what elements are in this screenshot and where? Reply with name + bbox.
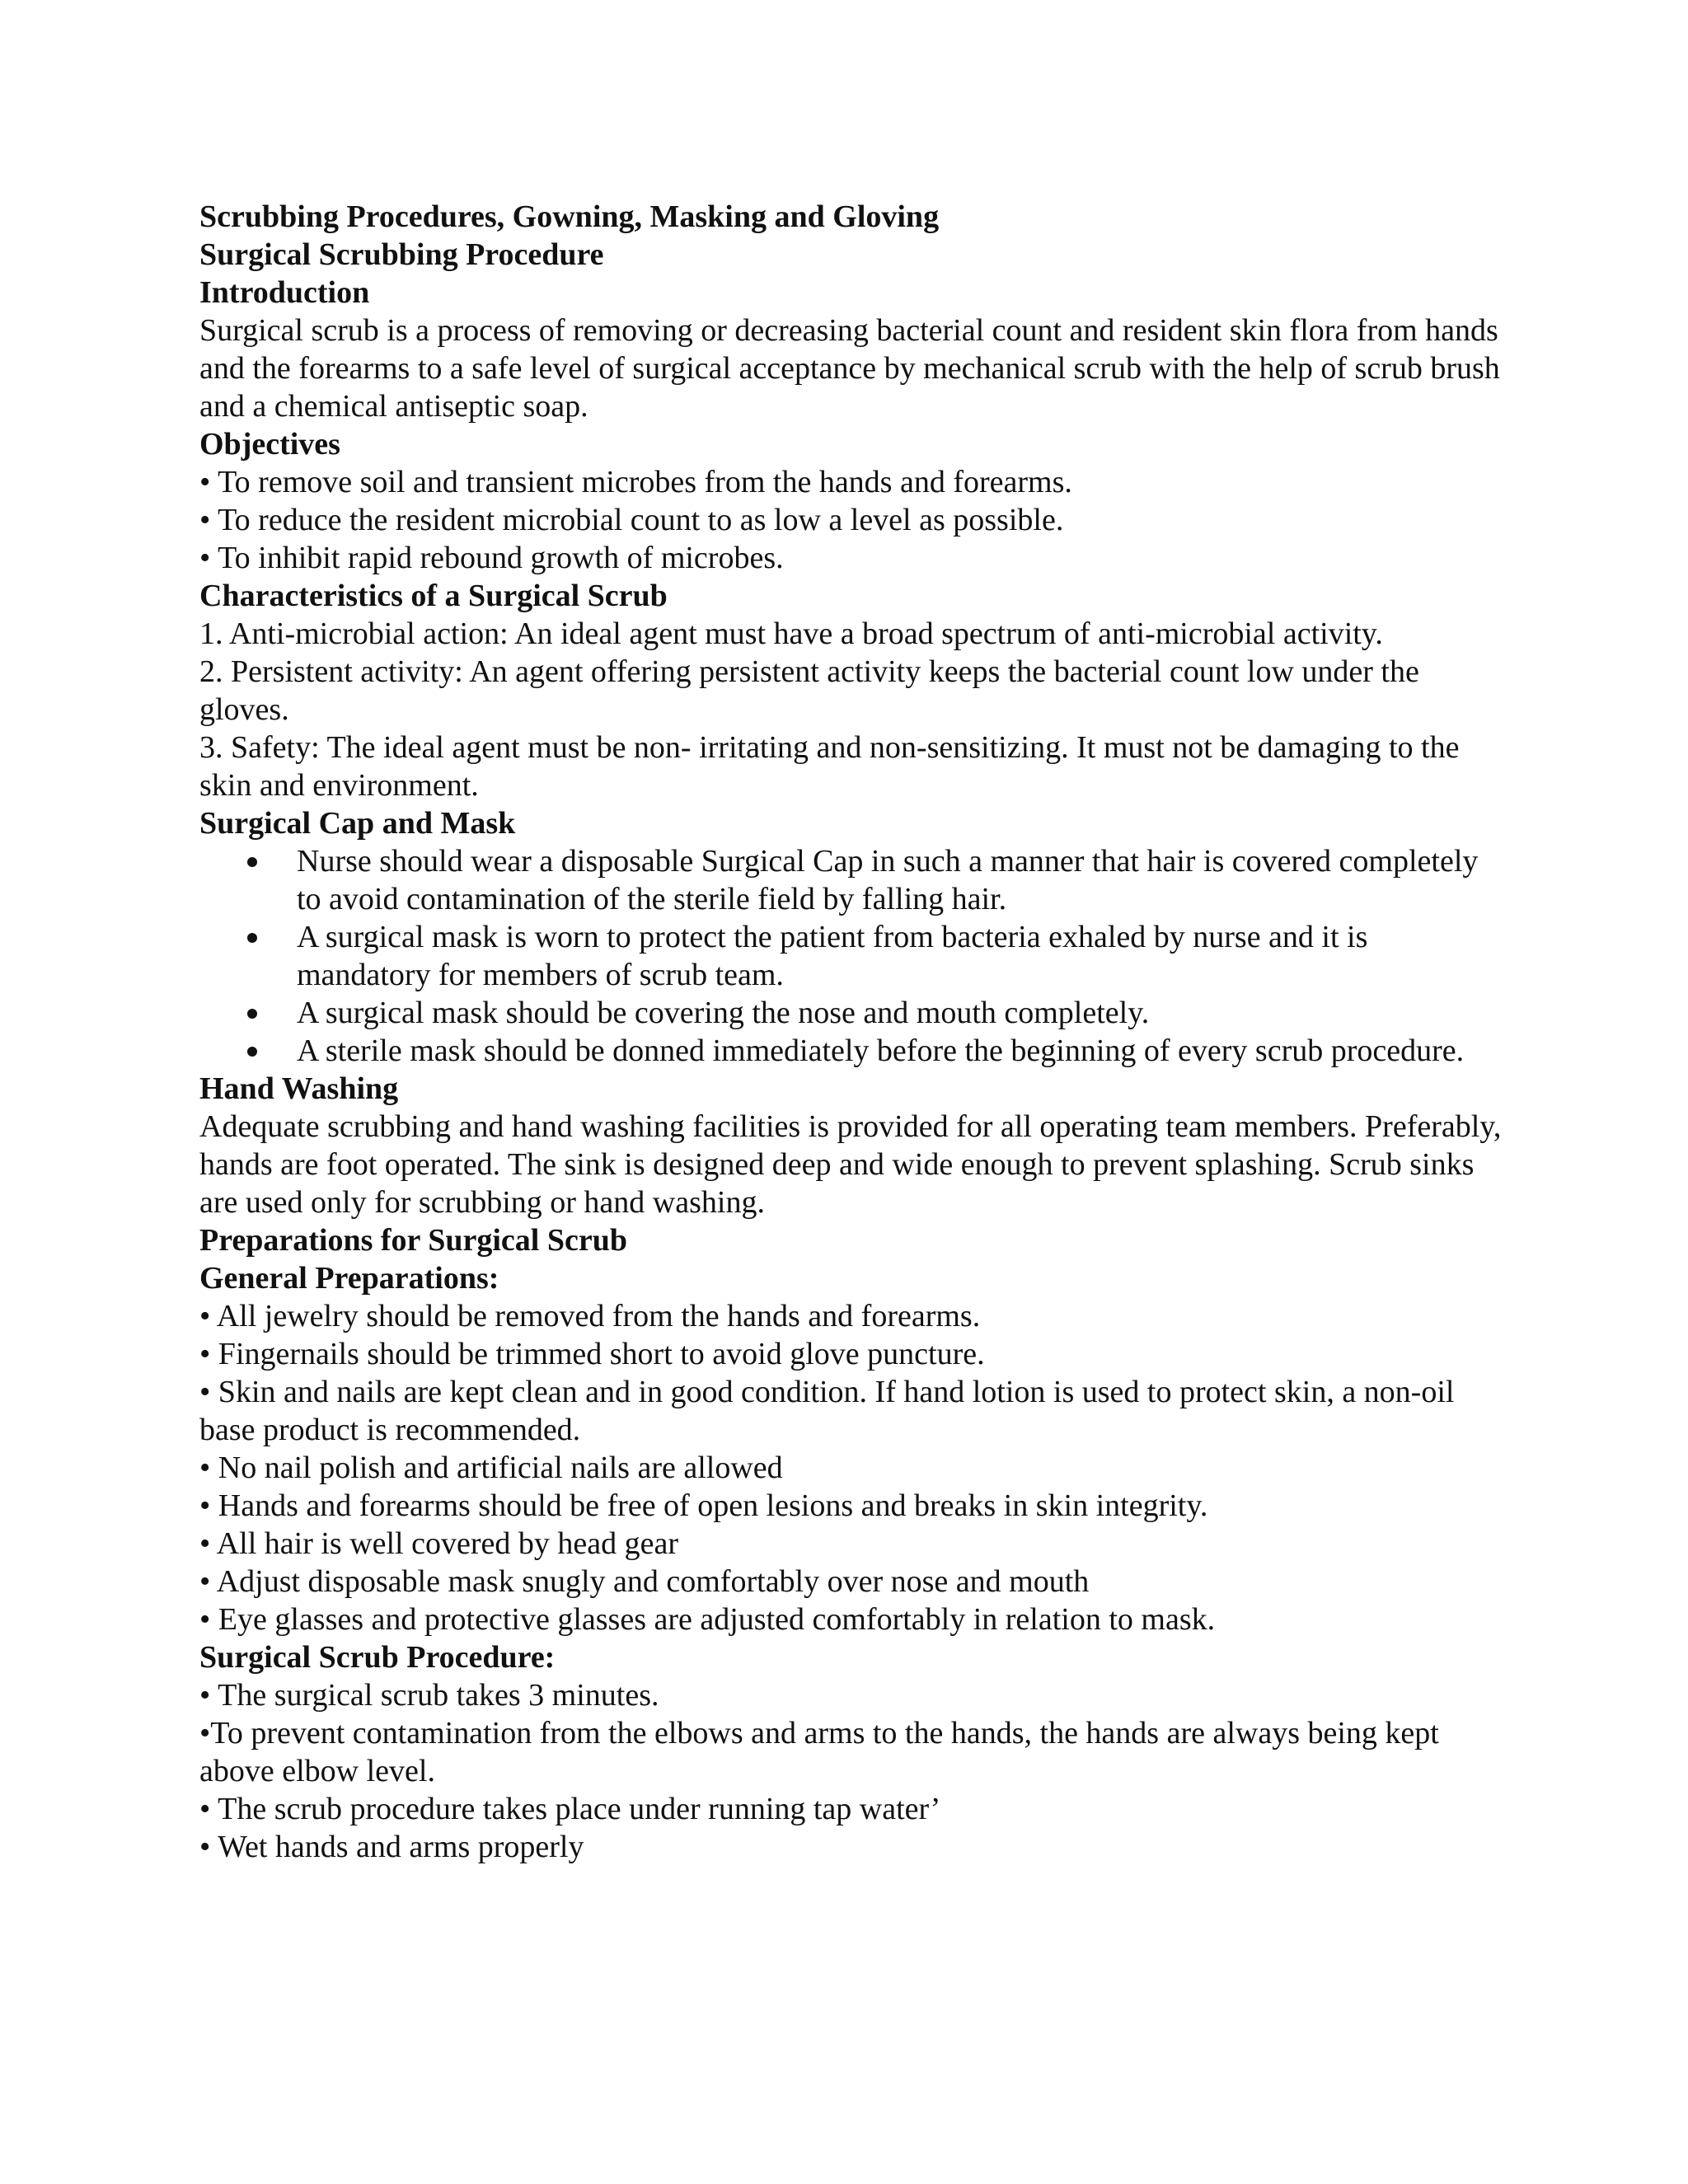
scrub-procedure-item: • Wet hands and arms properly [199, 1830, 584, 1864]
cap-mask-item [199, 994, 1502, 1032]
bullet-icon [247, 1047, 257, 1057]
objective-item: • To remove soil and transient microbes from the hands and forearms. [199, 465, 1072, 499]
bullet-icon [247, 1009, 257, 1019]
section-heading-scrub-procedure: Surgical Scrub Procedure: [199, 1640, 556, 1675]
bullet-icon [247, 857, 257, 867]
scrub-procedure-item: • The surgical scrub takes 3 minutes. [199, 1678, 659, 1713]
hand-washing-paragraph: Adequate scrubbing and hand washing facilities is provided for all operating team members. Preferably, hands are foot operated. The sink is designed deep and wide enough to prevent splashing. Scrub sinks are used only for scrubbing or hand washing. [199, 1109, 1502, 1220]
section-heading-scrubbing-procedure: Surgical Scrubbing Procedure [199, 237, 604, 272]
section-heading-preparations: Preparations for Surgical Scrub [199, 1223, 627, 1258]
document-page [199, 198, 1502, 1866]
document-title: Scrubbing Procedures, Gowning, Masking and Gloving [199, 199, 940, 234]
scrub-procedure-item: • The scrub procedure takes place under running tap water’ [199, 1792, 941, 1826]
preparation-item: • Hands and forearms should be free of open lesions and breaks in skin integrity. [199, 1488, 1208, 1523]
characteristic-item: 3. Safety: The ideal agent must be non- irritating and non-sensitizing. It must not be damaging to the skin and environment. [199, 730, 1460, 803]
preparation-item: • Fingernails should be trimmed short to avoid glove puncture. [199, 1337, 985, 1371]
objective-item: • To inhibit rapid rebound growth of microbes. [199, 541, 784, 575]
section-heading-hand-washing: Hand Washing [199, 1071, 399, 1106]
preparation-item: • All hair is well covered by head gear [199, 1526, 678, 1561]
cap-mask-item [199, 918, 1502, 994]
cap-mask-item [199, 1032, 1502, 1070]
objective-item: • To reduce the resident microbial count to as low a level as possible. [199, 503, 1064, 537]
preparation-item: • Adjust disposable mask snugly and comfortably over nose and mouth [199, 1564, 1090, 1599]
preparation-item: • Skin and nails are kept clean and in good condition. If hand lotion is used to protect skin, a non-oil base product is recommended. [199, 1375, 1455, 1447]
section-heading-cap-mask: Surgical Cap and Mask [199, 806, 516, 841]
cap-mask-list [199, 842, 1502, 1070]
cap-mask-item [199, 842, 1502, 918]
subsection-heading-general-preparations: General Preparations: [199, 1261, 499, 1296]
cap-mask-item-text: Nurse should wear a disposable Surgical Cap in such a manner that hair is covered completely to avoid contamination of the sterile field by falling hair. [297, 844, 1479, 916]
introduction-paragraph: Surgical scrub is a process of removing or decreasing bacterial count and resident skin flora from hands and the forearms to a safe level of surgical acceptance by mechanical scrub with the help of scrub brush and a chemical antiseptic soap. [199, 313, 1500, 424]
preparation-item: • Eye glasses and protective glasses are adjusted comfortably in relation to mask. [199, 1602, 1216, 1637]
scrub-procedure-item: •To prevent contamination from the elbows and arms to the hands, the hands are always being kept above elbow level. [199, 1716, 1439, 1788]
cap-mask-item-text: A sterile mask should be donned immediately before the beginning of every scrub procedure. [297, 1033, 1465, 1068]
preparation-item: • No nail polish and artificial nails are allowed [199, 1451, 783, 1485]
characteristic-item: 1. Anti-microbial action: An ideal agent must have a broad spectrum of anti-microbial activity. [199, 616, 1383, 651]
preparation-item: • All jewelry should be removed from the hands and forearms. [199, 1299, 981, 1333]
section-heading-characteristics: Characteristics of a Surgical Scrub [199, 579, 668, 613]
section-heading-objectives: Objectives [199, 427, 340, 462]
cap-mask-item-text: A surgical mask should be covering the nose and mouth completely. [297, 996, 1150, 1030]
bullet-icon [247, 933, 257, 943]
cap-mask-item-text: A surgical mask is worn to protect the patient from bacteria exhaled by nurse and it is mandatory for members of scrub team. [297, 920, 1368, 992]
characteristic-item: 2. Persistent activity: An agent offering persistent activity keeps the bacterial count low under the gloves. [199, 654, 1419, 727]
section-heading-introduction: Introduction [199, 275, 370, 310]
